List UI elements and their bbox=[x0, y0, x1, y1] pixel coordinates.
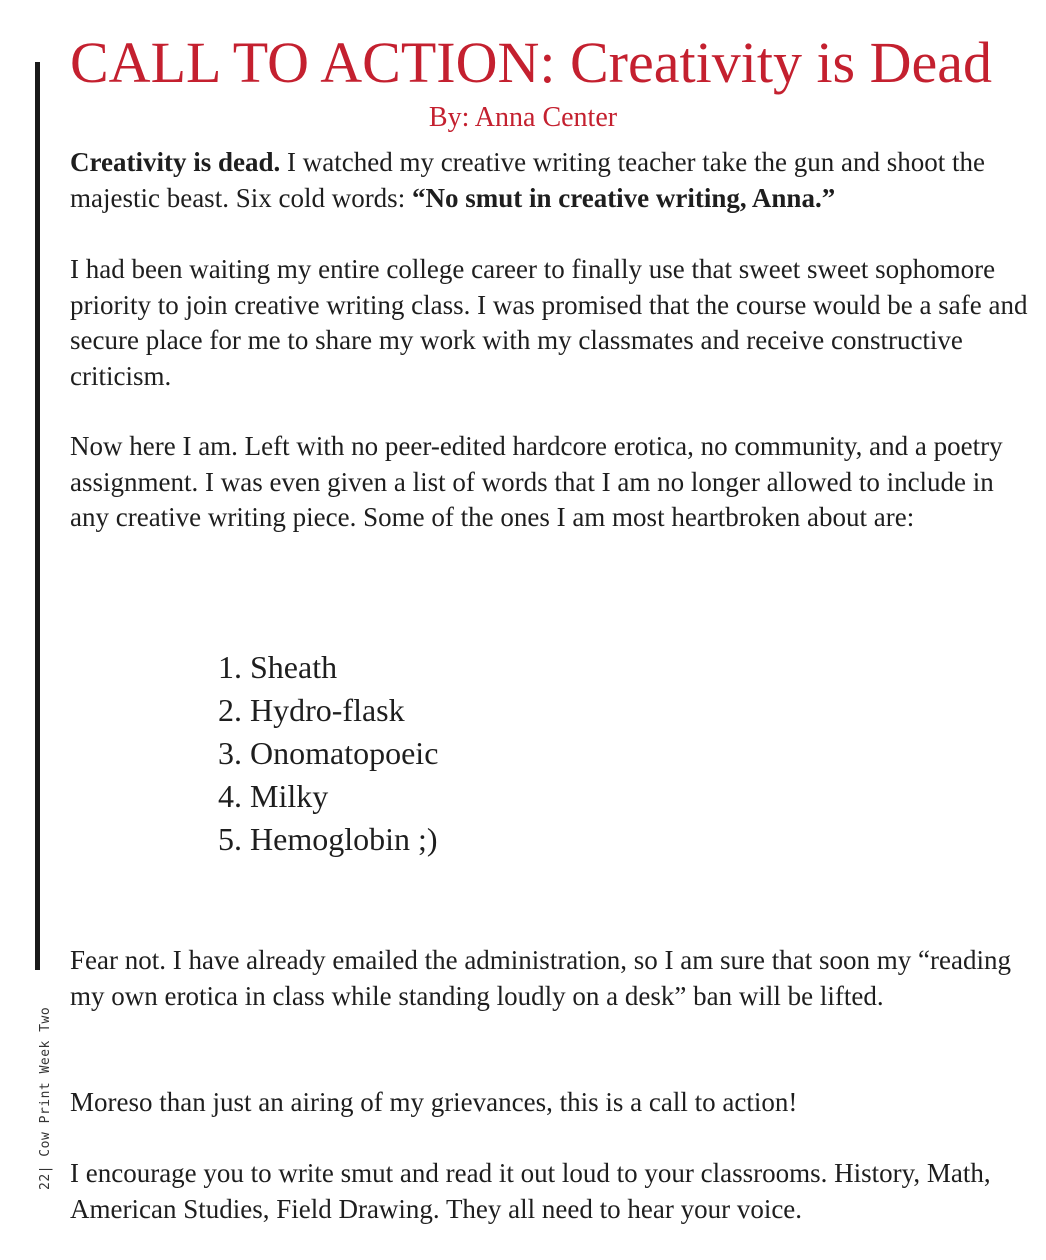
list-item: 2. Hydro-flask bbox=[218, 692, 405, 728]
list-item: 5. Hemoglobin ;) bbox=[218, 821, 438, 857]
intro-quote: “No smut in creative writing, Anna.” bbox=[411, 182, 836, 213]
list-item: 3. Onomatopoeic bbox=[218, 735, 439, 771]
article-title: CALL TO ACTION: Creativity is Dead bbox=[70, 30, 992, 95]
banned-words-list bbox=[218, 646, 438, 861]
paragraph-call-to-action: Moreso than just an airing of my grievances, this is a call to action! bbox=[70, 1087, 798, 1117]
list-item: 1. Sheath bbox=[218, 649, 338, 685]
intro-text: I watched my creative writing teacher take the gun and shoot the majestic beast. Six cold words: bbox=[70, 147, 985, 213]
paragraph-fear-not: Fear not. I have already emailed the administration, so I am sure that soon my “reading my own erotica in class while standing loudly on a desk” ban will be lifted. bbox=[70, 945, 1011, 1011]
intro-lead: Creativity is dead. bbox=[70, 147, 281, 177]
paragraph-banned-intro: Now here I am. Left with no peer-edited hardcore erotica, no community, and a poetry assignment. I was even given a list of words that I am no longer allowed to include in any creative writing piece. Some of the ones I am most heartbroken about are: bbox=[70, 431, 1003, 532]
page-number-caption: 22| Cow Print Week Two bbox=[38, 1006, 53, 1190]
list-item: 4. Milky bbox=[218, 778, 329, 814]
paragraph-closing: I encourage you to write smut and read it out loud to your classrooms. History, Math, American Studies, Field Drawing. They all need to hear your voice. bbox=[70, 1158, 991, 1224]
paragraph-intro bbox=[70, 145, 1038, 216]
byline: By: Anna Center bbox=[428, 102, 618, 133]
paragraph-background: I had been waiting my entire college career to finally use that sweet sweet sophomore priority to join creative writing class. I was promised that the course would be a safe and secure place for me to share my work with my classmates and receive constructive criticism. bbox=[70, 254, 1028, 391]
side-rule bbox=[35, 62, 40, 970]
